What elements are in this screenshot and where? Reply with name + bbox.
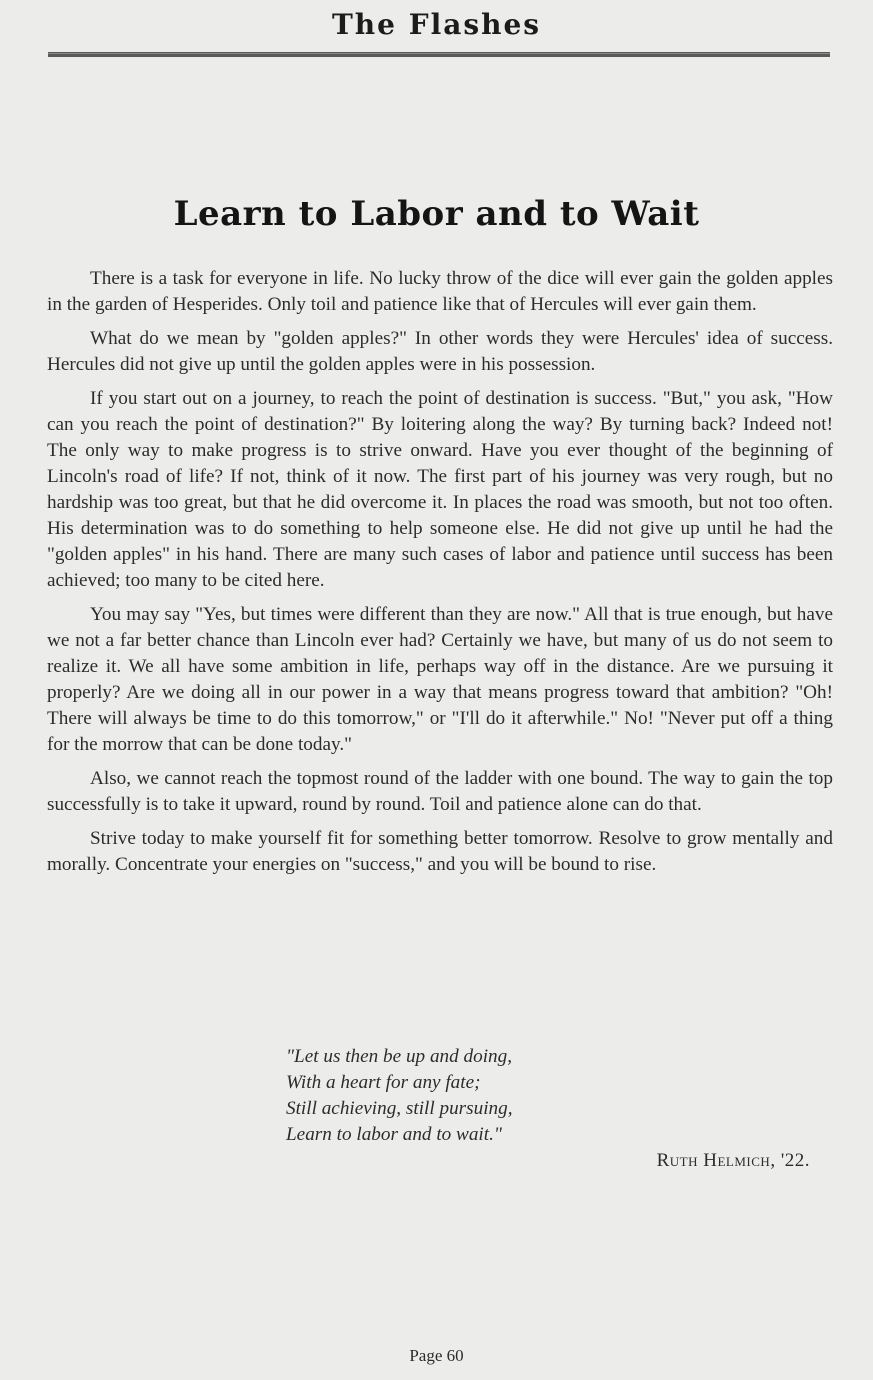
paragraph-4: You may say "Yes, but times were different than they are now." All that is true enough, but have we not a far better chance than Lincoln ever had? Certainly we have, but many of us do not seem to realize it. We all have some ambition in life, perhaps way off in the distance. Are we pursuing it properly? Are we doing all in our power in a way that means progress toward that ambition? "Oh! There will always be time to do this tomorrow," or "I'll do it afterwhile." No! "Never put off a thing for the morrow that can be done today." [47, 604, 833, 755]
paragraph-6: Strive today to make yourself fit for something better tomorrow. Resolve to grow mentally and morally. Concentrate your energies on "success," and you will be bound to rise. [47, 828, 833, 875]
page-number: Page 60 [409, 1346, 464, 1365]
article-body [47, 266, 833, 886]
paragraph-3: If you start out on a journey, to reach the point of destination is success. "But," you ask, "How can you reach the point of destination?" By loitering along the way? By turning back? Indeed not! The only way to make progress is to strive onward. Have you ever thought of the beginning of Lincoln's road of life? If not, think of it now. The first part of his journey was very rough, but no hardship was too great, but that he did overcome it. In places the road was smooth, but not too often. His determination was to do something to help someone else. He did not give up until he had the "golden apples" in his hand. There are many such cases of labor and patience until success has been achieved; too many to be cited here. [47, 388, 833, 591]
article-title: Learn to Labor and to Wait [173, 194, 700, 234]
paragraph-2: What do we mean by "golden apples?" In other words they were Hercules' idea of success. Hercules did not give up until the golden apples were in his possession. [47, 328, 833, 375]
paragraph-1: There is a task for everyone in life. No lucky throw of the dice will ever gain the golden apples in the garden of Hesperides. Only toil and patience like that of Hercules will ever gain them. [47, 268, 833, 315]
poem-line-4: Learn to labor and to wait." [286, 1124, 502, 1145]
running-head-title: The Flashes [331, 8, 542, 41]
poem-line-3: Still achieving, still pursuing, [286, 1098, 513, 1119]
poem-quote [286, 1044, 513, 1148]
poem-line-1: "Let us then be up and doing, [286, 1046, 513, 1067]
paragraph-5: Also, we cannot reach the topmost round of the ladder with one bound. The way to gain the top successfully is to take it upward, round by round. Toil and patience alone can do that. [47, 768, 833, 815]
header-divider [48, 52, 830, 57]
author-signature: Ruth Helmich, '22. [656, 1150, 810, 1171]
poem-line-2: With a heart for any fate; [286, 1072, 481, 1093]
